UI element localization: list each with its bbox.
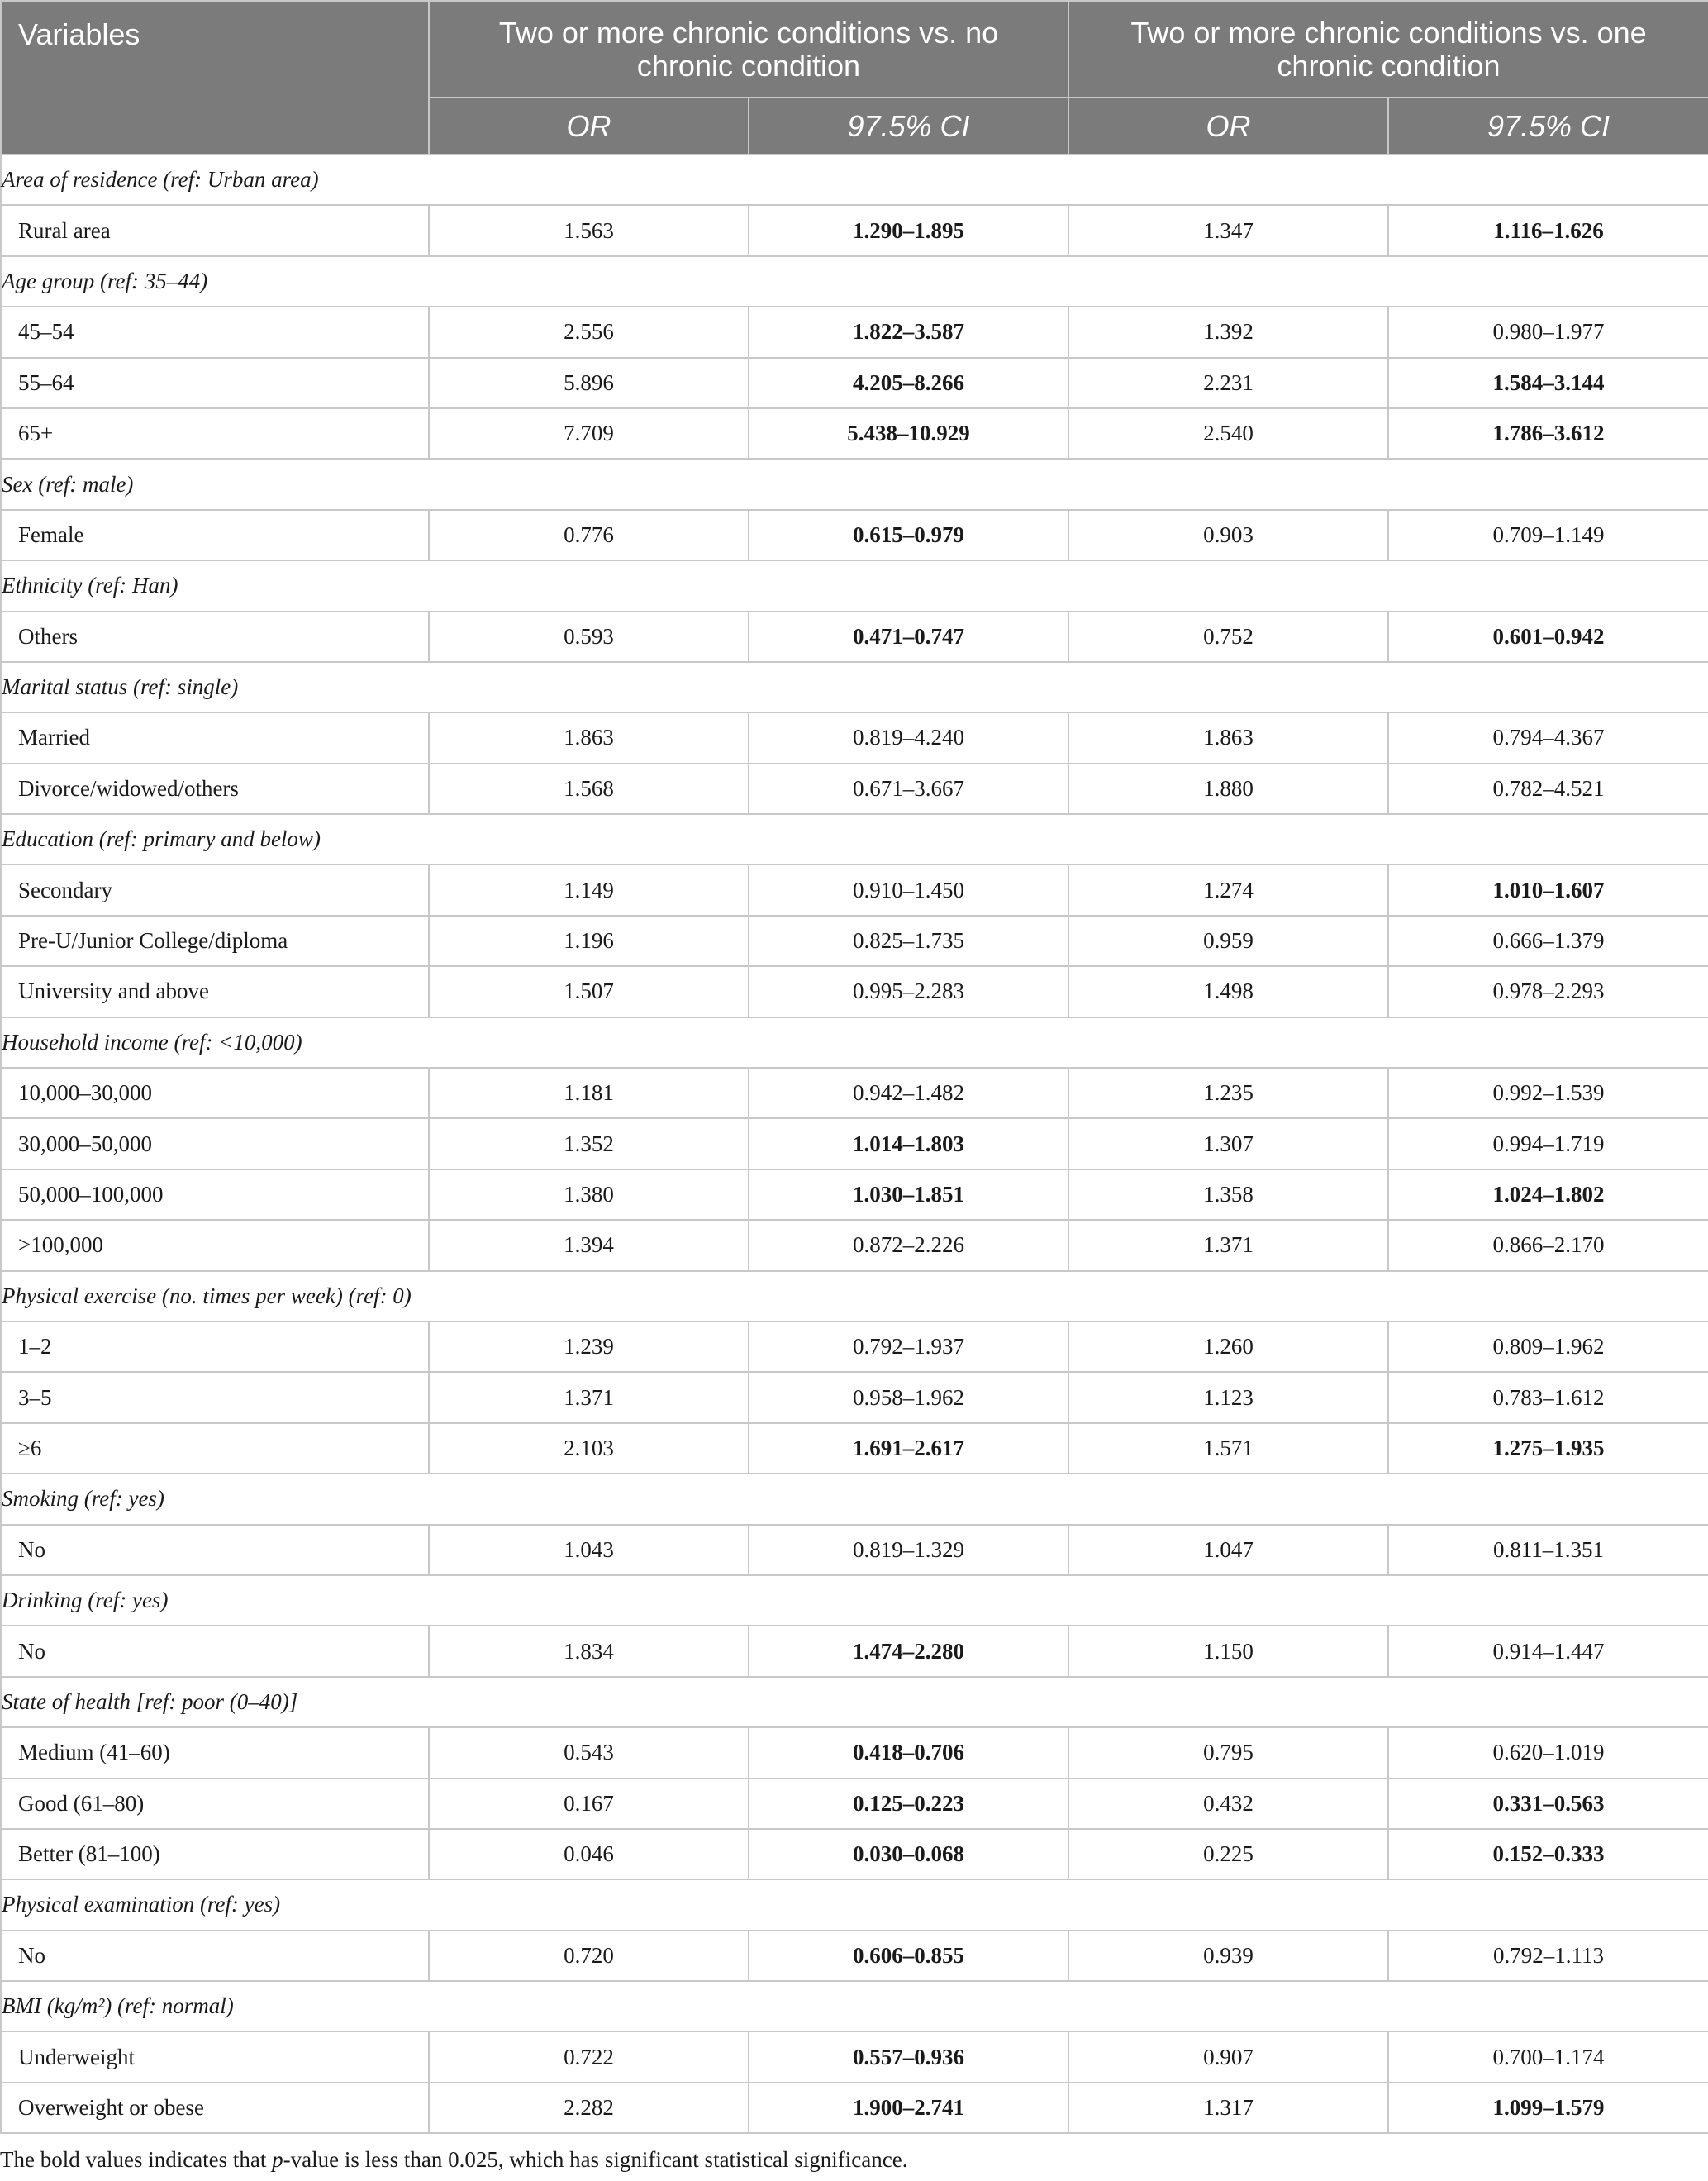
ci-value-vs-one: 0.666–1.379 bbox=[1388, 916, 1708, 966]
or-value-vs-none: 0.720 bbox=[429, 1931, 749, 1981]
table-row bbox=[1, 764, 1708, 814]
ci-value-vs-one: 1.024–1.802 bbox=[1388, 1169, 1708, 1220]
table-row bbox=[1, 2031, 1708, 2082]
category-row bbox=[1, 155, 1708, 205]
row-label: 3–5 bbox=[1, 1372, 429, 1422]
ci-value-vs-none: 0.792–1.937 bbox=[749, 1321, 1068, 1372]
variables-header: Variables bbox=[1, 1, 429, 155]
ci-value-vs-none: 1.030–1.851 bbox=[749, 1169, 1068, 1220]
ci-value-vs-none: 4.205–8.266 bbox=[749, 358, 1068, 408]
row-label: 30,000–50,000 bbox=[1, 1118, 429, 1169]
or-value-vs-none: 2.103 bbox=[429, 1423, 749, 1474]
or-value-vs-one: 0.903 bbox=[1068, 510, 1388, 560]
category-row bbox=[1, 1017, 1708, 1068]
ci-value-vs-none: 1.474–2.280 bbox=[749, 1626, 1068, 1676]
or-value-vs-none: 1.043 bbox=[429, 1525, 749, 1575]
category-row bbox=[1, 1474, 1708, 1524]
ci-value-vs-one: 0.980–1.977 bbox=[1388, 307, 1708, 357]
row-label: Rural area bbox=[1, 205, 429, 255]
or-value-vs-one: 1.123 bbox=[1068, 1372, 1388, 1422]
table-row bbox=[1, 358, 1708, 408]
category-label: Age group (ref: 35–44) bbox=[1, 256, 1708, 307]
ci-value-vs-none: 0.995–2.283 bbox=[749, 966, 1068, 1017]
table-row bbox=[1, 916, 1708, 966]
or-value-vs-one: 1.047 bbox=[1068, 1525, 1388, 1575]
ci-value-vs-none: 1.691–2.617 bbox=[749, 1423, 1068, 1474]
or-value-vs-one: 0.959 bbox=[1068, 916, 1388, 966]
or-value-vs-one: 1.880 bbox=[1068, 764, 1388, 814]
ci-value-vs-one: 0.783–1.612 bbox=[1388, 1372, 1708, 1422]
or-value-vs-none: 1.149 bbox=[429, 864, 749, 915]
category-label: Sex (ref: male) bbox=[1, 459, 1708, 509]
row-label: Married bbox=[1, 712, 429, 763]
category-row bbox=[1, 256, 1708, 307]
or-value-vs-none: 1.196 bbox=[429, 916, 749, 966]
or-value-vs-none: 1.181 bbox=[429, 1068, 749, 1118]
row-label: No bbox=[1, 1525, 429, 1575]
or-value-vs-one: 1.150 bbox=[1068, 1626, 1388, 1676]
ci-value-vs-none: 0.671–3.667 bbox=[749, 764, 1068, 814]
ci-value-vs-none: 0.872–2.226 bbox=[749, 1220, 1068, 1270]
table-row bbox=[1, 1931, 1708, 1981]
or-value-vs-none: 0.593 bbox=[429, 612, 749, 662]
table-row bbox=[1, 1220, 1708, 1270]
or-value-vs-none: 0.167 bbox=[429, 1779, 749, 1829]
ci-value-vs-none: 0.606–0.855 bbox=[749, 1931, 1068, 1981]
ci-value-vs-none: 0.958–1.962 bbox=[749, 1372, 1068, 1422]
ci-value-vs-none: 0.615–0.979 bbox=[749, 510, 1068, 560]
footnote bbox=[0, 2147, 907, 2173]
category-label: Household income (ref: <10,000) bbox=[1, 1017, 1708, 1068]
or-header: OR bbox=[429, 98, 749, 155]
ci-value-vs-one: 0.700–1.174 bbox=[1388, 2031, 1708, 2082]
ci-header: 97.5% CI bbox=[749, 98, 1068, 155]
table-row bbox=[1, 864, 1708, 915]
category-row bbox=[1, 662, 1708, 712]
category-label: Area of residence (ref: Urban area) bbox=[1, 155, 1708, 205]
ci-value-vs-none: 0.825–1.735 bbox=[749, 916, 1068, 966]
row-label: 1–2 bbox=[1, 1321, 429, 1372]
ci-value-vs-none: 1.900–2.741 bbox=[749, 2083, 1068, 2133]
ci-value-vs-one: 0.914–1.447 bbox=[1388, 1626, 1708, 1676]
row-label: Overweight or obese bbox=[1, 2083, 429, 2133]
or-value-vs-none: 1.563 bbox=[429, 205, 749, 255]
row-label: Good (61–80) bbox=[1, 1779, 429, 1829]
or-value-vs-none: 0.543 bbox=[429, 1727, 749, 1778]
ci-value-vs-one: 1.099–1.579 bbox=[1388, 2083, 1708, 2133]
ci-value-vs-one: 0.601–0.942 bbox=[1388, 612, 1708, 662]
ci-value-vs-one: 0.809–1.962 bbox=[1388, 1321, 1708, 1372]
or-value-vs-one: 0.225 bbox=[1068, 1829, 1388, 1879]
ci-value-vs-one: 0.620–1.019 bbox=[1388, 1727, 1708, 1778]
row-label: >100,000 bbox=[1, 1220, 429, 1270]
category-row bbox=[1, 814, 1708, 864]
category-row bbox=[1, 560, 1708, 611]
ci-value-vs-none: 0.910–1.450 bbox=[749, 864, 1068, 915]
or-value-vs-none: 1.380 bbox=[429, 1169, 749, 1220]
ci-value-vs-none: 1.290–1.895 bbox=[749, 205, 1068, 255]
ci-value-vs-one: 0.709–1.149 bbox=[1388, 510, 1708, 560]
table-row bbox=[1, 1727, 1708, 1778]
or-value-vs-none: 1.371 bbox=[429, 1372, 749, 1422]
or-value-vs-one: 1.863 bbox=[1068, 712, 1388, 763]
row-label: 10,000–30,000 bbox=[1, 1068, 429, 1118]
row-label: Divorce/widowed/others bbox=[1, 764, 429, 814]
ci-value-vs-one: 1.116–1.626 bbox=[1388, 205, 1708, 255]
table-row bbox=[1, 1829, 1708, 1879]
or-value-vs-one: 0.432 bbox=[1068, 1779, 1388, 1829]
ci-value-vs-one: 1.010–1.607 bbox=[1388, 864, 1708, 915]
category-label: Drinking (ref: yes) bbox=[1, 1575, 1708, 1626]
row-label: ≥6 bbox=[1, 1423, 429, 1474]
category-row bbox=[1, 1271, 1708, 1321]
row-label: Female bbox=[1, 510, 429, 560]
row-label: 50,000–100,000 bbox=[1, 1169, 429, 1220]
table-row bbox=[1, 1321, 1708, 1372]
or-value-vs-one: 2.540 bbox=[1068, 408, 1388, 459]
table-row bbox=[1, 966, 1708, 1017]
category-row bbox=[1, 1575, 1708, 1626]
or-value-vs-none: 1.863 bbox=[429, 712, 749, 763]
table-row bbox=[1, 1372, 1708, 1422]
table-row bbox=[1, 510, 1708, 560]
ci-value-vs-none: 0.418–0.706 bbox=[749, 1727, 1068, 1778]
category-label: BMI (kg/m²) (ref: normal) bbox=[1, 1981, 1708, 2031]
group-header-vs-one: Two or more chronic conditions vs. one chronic condition bbox=[1068, 1, 1708, 98]
category-label: Physical examination (ref: yes) bbox=[1, 1879, 1708, 1930]
ci-value-vs-one: 0.152–0.333 bbox=[1388, 1829, 1708, 1879]
ci-value-vs-none: 5.438–10.929 bbox=[749, 408, 1068, 459]
ci-value-vs-one: 0.978–2.293 bbox=[1388, 966, 1708, 1017]
table-row bbox=[1, 1779, 1708, 1829]
or-value-vs-one: 1.571 bbox=[1068, 1423, 1388, 1474]
row-label: No bbox=[1, 1626, 429, 1676]
ci-value-vs-none: 1.014–1.803 bbox=[749, 1118, 1068, 1169]
or-value-vs-one: 1.371 bbox=[1068, 1220, 1388, 1270]
or-value-vs-one: 0.907 bbox=[1068, 2031, 1388, 2082]
ci-value-vs-none: 0.819–4.240 bbox=[749, 712, 1068, 763]
or-value-vs-one: 0.939 bbox=[1068, 1931, 1388, 1981]
category-label: Ethnicity (ref: Han) bbox=[1, 560, 1708, 611]
table-row bbox=[1, 2083, 1708, 2133]
or-value-vs-one: 1.307 bbox=[1068, 1118, 1388, 1169]
or-value-vs-one: 1.392 bbox=[1068, 307, 1388, 357]
table-body bbox=[1, 155, 1708, 2133]
row-label: Others bbox=[1, 612, 429, 662]
table-row bbox=[1, 1118, 1708, 1169]
row-label: Medium (41–60) bbox=[1, 1727, 429, 1778]
category-row bbox=[1, 1677, 1708, 1727]
table-row bbox=[1, 1525, 1708, 1575]
or-value-vs-none: 1.834 bbox=[429, 1626, 749, 1676]
row-label: Better (81–100) bbox=[1, 1829, 429, 1879]
or-value-vs-none: 2.282 bbox=[429, 2083, 749, 2133]
or-value-vs-none: 1.352 bbox=[429, 1118, 749, 1169]
ci-value-vs-none: 0.125–0.223 bbox=[749, 1779, 1068, 1829]
or-value-vs-none: 1.239 bbox=[429, 1321, 749, 1372]
category-row bbox=[1, 459, 1708, 509]
group-header-vs-none: Two or more chronic conditions vs. no chronic condition bbox=[429, 1, 1068, 98]
or-value-vs-none: 1.507 bbox=[429, 966, 749, 1017]
row-label: 55–64 bbox=[1, 358, 429, 408]
or-header: OR bbox=[1068, 98, 1388, 155]
table-row bbox=[1, 612, 1708, 662]
table-row bbox=[1, 1169, 1708, 1220]
table-row bbox=[1, 712, 1708, 763]
category-label: Education (ref: primary and below) bbox=[1, 814, 1708, 864]
ci-header: 97.5% CI bbox=[1388, 98, 1708, 155]
row-label: Underweight bbox=[1, 2031, 429, 2082]
or-value-vs-none: 0.046 bbox=[429, 1829, 749, 1879]
or-value-vs-one: 1.260 bbox=[1068, 1321, 1388, 1372]
or-value-vs-one: 1.274 bbox=[1068, 864, 1388, 915]
or-value-vs-one: 1.498 bbox=[1068, 966, 1388, 1017]
ci-value-vs-one: 0.331–0.563 bbox=[1388, 1779, 1708, 1829]
category-label: Smoking (ref: yes) bbox=[1, 1474, 1708, 1524]
ci-value-vs-none: 0.942–1.482 bbox=[749, 1068, 1068, 1118]
ci-value-vs-one: 0.794–4.367 bbox=[1388, 712, 1708, 763]
ci-value-vs-one: 1.275–1.935 bbox=[1388, 1423, 1708, 1474]
or-value-vs-one: 1.347 bbox=[1068, 205, 1388, 255]
ci-value-vs-one: 0.866–2.170 bbox=[1388, 1220, 1708, 1270]
row-label: No bbox=[1, 1931, 429, 1981]
ci-value-vs-one: 0.992–1.539 bbox=[1388, 1068, 1708, 1118]
category-row bbox=[1, 1879, 1708, 1930]
category-label: Physical exercise (no. times per week) (ref: 0) bbox=[1, 1271, 1708, 1321]
footnote-p-italic: p bbox=[272, 2147, 283, 2172]
table-row bbox=[1, 1626, 1708, 1676]
table-row bbox=[1, 1068, 1708, 1118]
or-value-vs-one: 1.235 bbox=[1068, 1068, 1388, 1118]
ci-value-vs-one: 0.994–1.719 bbox=[1388, 1118, 1708, 1169]
category-row bbox=[1, 1981, 1708, 2031]
category-label: Marital status (ref: single) bbox=[1, 662, 1708, 712]
row-label: 65+ bbox=[1, 408, 429, 459]
ci-value-vs-none: 1.822–3.587 bbox=[749, 307, 1068, 357]
ci-value-vs-one: 0.782–4.521 bbox=[1388, 764, 1708, 814]
ci-value-vs-none: 0.819–1.329 bbox=[749, 1525, 1068, 1575]
row-label: 45–54 bbox=[1, 307, 429, 357]
ci-value-vs-one: 0.792–1.113 bbox=[1388, 1931, 1708, 1981]
ci-value-vs-one: 1.584–3.144 bbox=[1388, 358, 1708, 408]
or-value-vs-none: 1.568 bbox=[429, 764, 749, 814]
or-value-vs-none: 7.709 bbox=[429, 408, 749, 459]
ci-value-vs-one: 1.786–3.612 bbox=[1388, 408, 1708, 459]
table-row bbox=[1, 1423, 1708, 1474]
table-row bbox=[1, 205, 1708, 255]
footnote-text-start: The bold values indicates that bbox=[0, 2147, 273, 2172]
or-value-vs-one: 2.231 bbox=[1068, 358, 1388, 408]
ci-value-vs-none: 0.557–0.936 bbox=[749, 2031, 1068, 2082]
or-value-vs-one: 0.752 bbox=[1068, 612, 1388, 662]
table-row bbox=[1, 408, 1708, 459]
row-label: University and above bbox=[1, 966, 429, 1017]
category-label: State of health [ref: poor (0–40)] bbox=[1, 1677, 1708, 1727]
or-value-vs-none: 1.394 bbox=[429, 1220, 749, 1270]
ci-value-vs-none: 0.030–0.068 bbox=[749, 1829, 1068, 1879]
footnote-text-end: -value is less than 0.025, which has significant statistical significance. bbox=[283, 2147, 908, 2172]
or-value-vs-none: 0.776 bbox=[429, 510, 749, 560]
ci-value-vs-one: 0.811–1.351 bbox=[1388, 1525, 1708, 1575]
table-row bbox=[1, 307, 1708, 357]
row-label: Secondary bbox=[1, 864, 429, 915]
or-value-vs-none: 5.896 bbox=[429, 358, 749, 408]
or-value-vs-one: 1.317 bbox=[1068, 2083, 1388, 2133]
or-value-vs-none: 2.556 bbox=[429, 307, 749, 357]
or-value-vs-none: 0.722 bbox=[429, 2031, 749, 2082]
or-value-vs-one: 0.795 bbox=[1068, 1727, 1388, 1778]
or-value-vs-one: 1.358 bbox=[1068, 1169, 1388, 1220]
ci-value-vs-none: 0.471–0.747 bbox=[749, 612, 1068, 662]
row-label: Pre-U/Junior College/diploma bbox=[1, 916, 429, 966]
table-header bbox=[1, 1, 1708, 155]
